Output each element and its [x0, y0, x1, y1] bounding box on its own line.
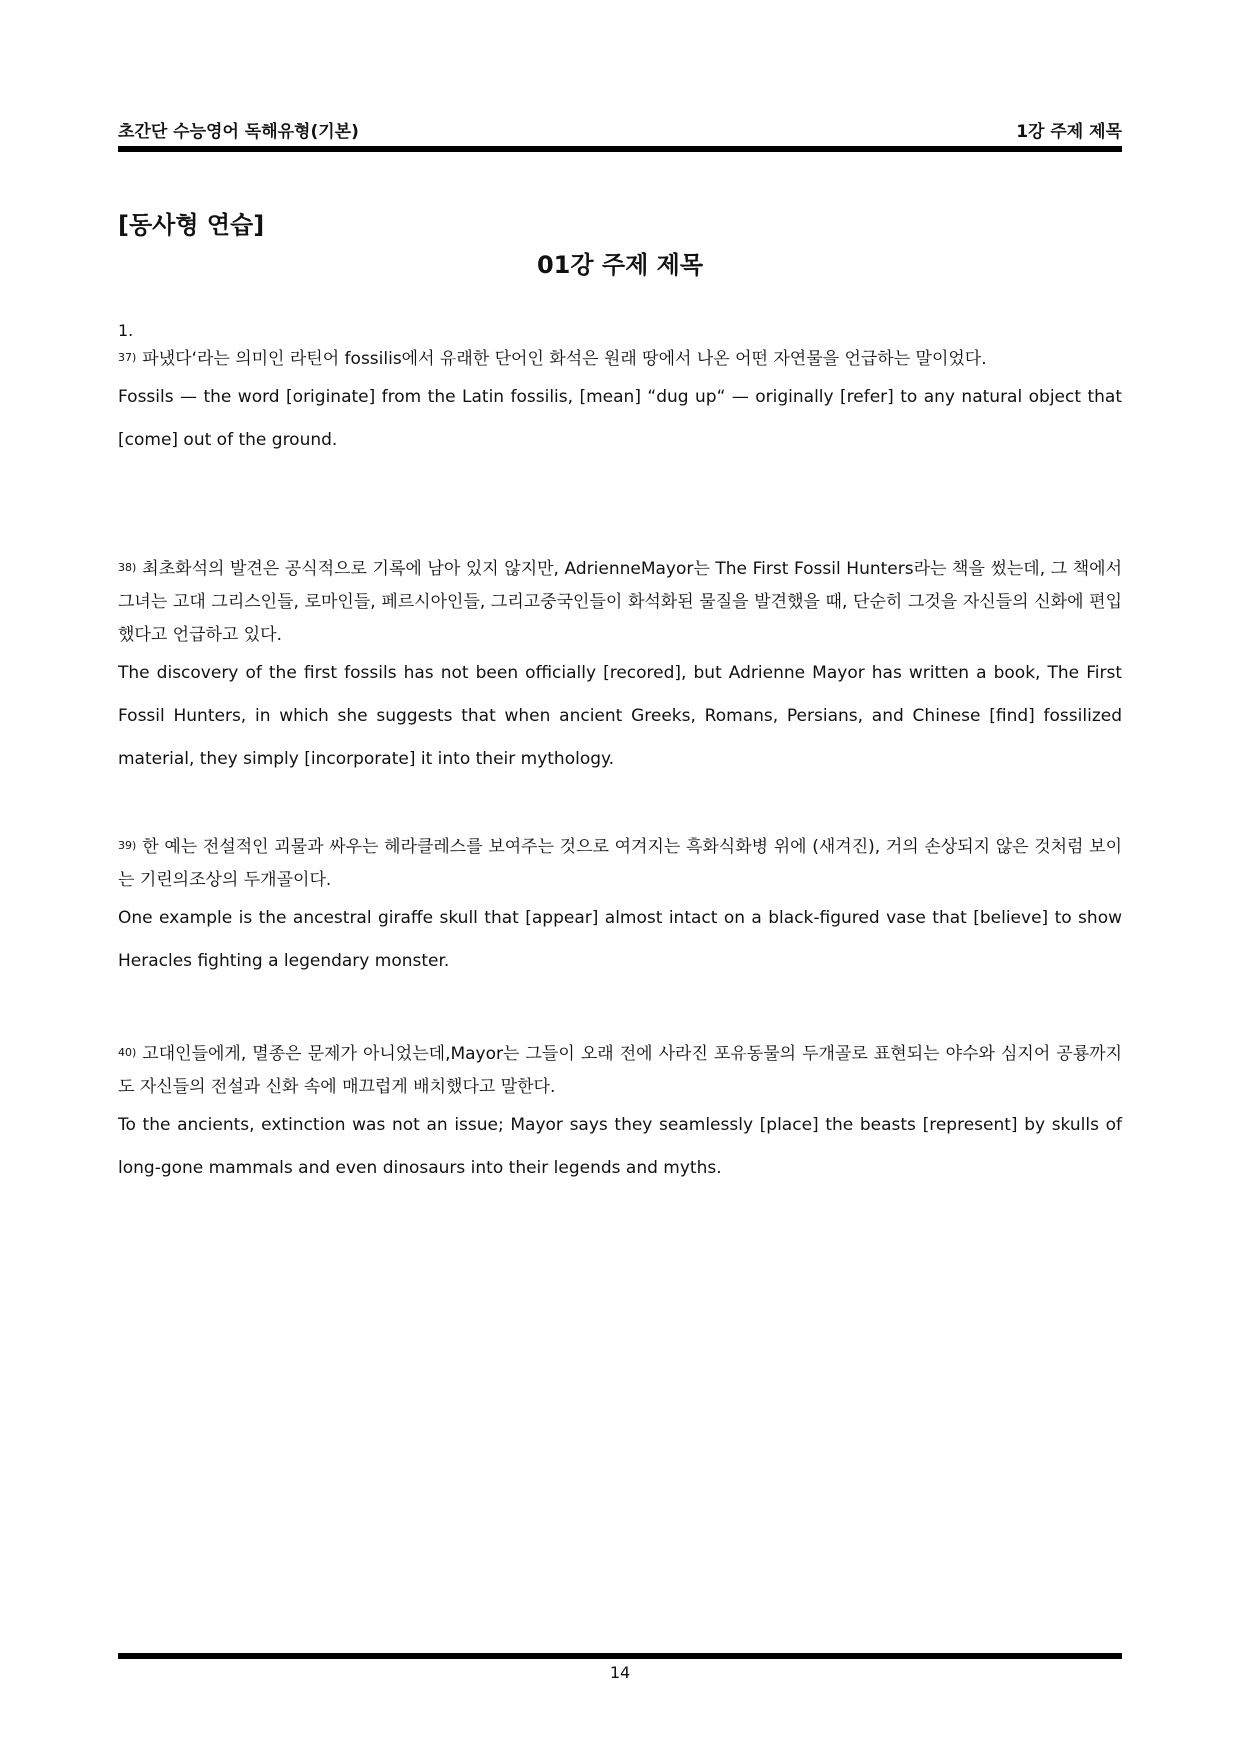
korean-translation	[118, 341, 1122, 376]
korean-translation	[118, 551, 1122, 652]
korean-text: 고대인들에게, 멸종은 문제가 아니었는데,Mayor는 그들이 오래 전에 사라진 포유동물의 두개골로 표현되는 야수와 심지어 공룡까지도 자신들의 전설과 신화 속에 매끄럽게 배치했다고 말한다.	[118, 1044, 1122, 1097]
sentence-number: 40)	[118, 1046, 137, 1059]
sentence-number: 37)	[118, 351, 137, 364]
english-sentence: Fossils — the word [originate] from the Latin fossilis, [mean] “dug up“ — originally [refer] to any natural object that [come] out of the ground.	[118, 387, 1122, 450]
header-chapter-title: 1강 주제 제목	[1016, 122, 1122, 142]
sentence-item-40	[118, 1036, 1122, 1190]
sentence-item-38	[118, 551, 1122, 781]
english-sentence: To the ancients, extinction was not an issue; Mayor says they seamlessly [place] the beasts [represent] by skulls of long-gone mammals and even dinosaurs into their legends and myths.	[118, 1115, 1122, 1178]
sentence-number: 38)	[118, 561, 137, 574]
section-heading: [동사형 연습]	[118, 211, 265, 239]
sentence-item-39	[118, 829, 1122, 983]
sentence-item-37	[118, 341, 1122, 462]
lesson-title: 01강 주제 제목	[536, 251, 704, 279]
page-number: 14	[609, 1663, 631, 1682]
sentence-number: 39)	[118, 839, 137, 852]
korean-text: 한 예는 전설적인 괴물과 싸우는 헤라클레스를 보여주는 것으로 여겨지는 흑화식화병 위에 (새겨진), 거의 손상되지 않은 것처럼 보이는 기린의조상의 두개골이다.	[118, 837, 1122, 890]
header-book-title: 초간단 수능영어 독해유형(기본)	[118, 122, 359, 142]
korean-translation	[118, 1036, 1122, 1104]
header-divider	[118, 146, 1122, 152]
korean-text: 파냈다‘라는 의미인 라틴어 fossilis에서 유래한 단어인 화석은 원래 땅에서 나온 어떤 자연물을 언급하는 말이었다.	[142, 349, 987, 369]
korean-translation	[118, 829, 1122, 897]
english-sentence: One example is the ancestral giraffe skull that [appear] almost intact on a black-figured vase that [believe] to show Heracles fighting a legendary monster.	[118, 908, 1122, 971]
question-number: 1.	[118, 321, 134, 340]
footer-divider	[118, 1653, 1122, 1659]
english-sentence: The discovery of the first fossils has not been officially [recored], but Adrienne Mayor has written a book, The First Fossil Hunters, in which she suggests that when ancient Greeks, Romans, Persians, and Chinese [find] fossilized material, they simply [incorporate] it into their mythology.	[118, 663, 1122, 769]
korean-text: 최초화석의 발견은 공식적으로 기록에 남아 있지 않지만, AdrienneMayor는 The First Fossil Hunters라는 책을 썼는데, 그 책에서 그녀는 고대 그리스인들, 로마인들, 페르시아인들, 그리고중국인들이 화석화된 물질을 발견했을 때, 단순히 그것을 자신들의 신화에 편입했다고 언급하고 있다.	[118, 559, 1122, 645]
